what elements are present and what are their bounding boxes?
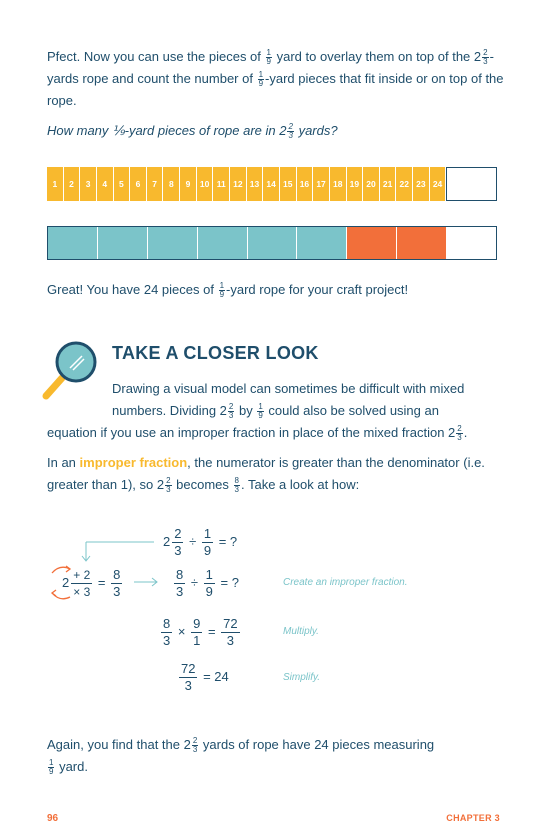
note-multiply: Multiply. (283, 626, 319, 637)
piece-cell: 20 (363, 167, 380, 201)
piece-cell: 8 (163, 167, 180, 201)
piece-cell: 17 (313, 167, 330, 201)
piece-cell: 9 (180, 167, 197, 201)
piece-cell: 4 (97, 167, 114, 201)
piece-cell: 6 (130, 167, 147, 201)
piece-cell-empty (446, 167, 497, 201)
piece-cell: 14 (263, 167, 280, 201)
conversion: 2 $\frac{+ 2}{\times 3}$ = $\frac{8}{3}$ (62, 567, 121, 599)
improper-paragraph: In an improper fraction, the numerator is greater than the denominator (i.e. greater than 1), so 2 $\frac{2}{3}$ becomes $\frac{8}{3}$ . Take a look at how: (47, 455, 485, 495)
page-number: 96 (47, 813, 59, 824)
equation-row-2: $\frac{8}{3}$ ÷ $\frac{1}{9}$ = ? (176, 567, 239, 599)
piece-cell: 21 (380, 167, 397, 201)
arrow-icon (133, 576, 159, 588)
rope-segment (148, 227, 198, 259)
piece-cell: 10 (197, 167, 214, 201)
piece-cell: 11 (213, 167, 230, 201)
piece-cell: 7 (147, 167, 164, 201)
note-improper: Create an improper fraction. (283, 577, 408, 588)
piece-cell: 16 (297, 167, 314, 201)
closer-line-3: equation if you use an improper fraction in place of the mixed fraction 2 $\frac{2}{3}$ . (47, 424, 468, 443)
magnifying-glass-icon (40, 338, 102, 400)
piece-cell: 22 (396, 167, 413, 201)
rope-segment (248, 227, 298, 259)
piece-cell: 18 (330, 167, 347, 201)
result-sentence: Great! You have 24 pieces of $\frac{1}{9}$ -yard rope for your craft project! (47, 281, 409, 300)
piece-cell: 15 (280, 167, 297, 201)
question: How many ⅑-yard pieces of rope are in 2 $\frac{2}{3}$ yards? (47, 122, 338, 141)
equation-row-1: 2 $\frac{2}{3}$ ÷ $\frac{1}{9}$ = ? (163, 526, 238, 558)
piece-cell: 12 (230, 167, 247, 201)
rope-segment (198, 227, 248, 259)
closer-line-1: Drawing a visual model can sometimes be difficult with mixed (112, 381, 465, 396)
ninth-yard-pieces-bar (47, 167, 497, 201)
note-simplify: Simplify. (283, 672, 321, 683)
piece-cell: 5 (114, 167, 131, 201)
rope-segment (98, 227, 148, 259)
rope-segment-fraction (347, 227, 397, 259)
piece-cell: 23 (413, 167, 430, 201)
rope-segment-empty (447, 227, 496, 259)
equation-row-4: $\frac{72}{3}$ = 24 (181, 661, 229, 693)
rope-bar (47, 226, 497, 260)
arrow-icon (76, 538, 156, 568)
piece-cell: 3 (80, 167, 97, 201)
highlight-term: improper fraction (79, 455, 188, 470)
rope-segment (48, 227, 98, 259)
conclusion-paragraph: Again, you find that the 2 $\frac{2}{3}$ yards of rope have 24 pieces measuring $\frac{1}{9}$ yard. (47, 736, 435, 777)
piece-cell: 2 (64, 167, 81, 201)
closer-line-2: numbers. Dividing 2 $\frac{2}{3}$ by $\frac{1}{9}$ could also be solved using an (112, 402, 439, 421)
rope-segment-fraction (397, 227, 447, 259)
piece-cell: 19 (347, 167, 364, 201)
rope-segment (297, 227, 347, 259)
piece-cell: 24 (430, 167, 447, 201)
chapter-label: CHAPTER 3 (446, 813, 500, 823)
section-heading: TAKE A CLOSER LOOK (112, 343, 319, 363)
intro-paragraph: Pfect. Now you can use the pieces of $\frac{1}{9}$ yard to overlay them on top of the 2 $\frac{2}{3}$ -yards rope and count the number of $\frac{1}{9}$ -yard pieces that fit inside or on top of the rope. (47, 48, 504, 108)
piece-cell: 1 (47, 167, 64, 201)
equation-row-3: $\frac{8}{3}$ × $\frac{9}{1}$ = $\frac{72}{3}$ (163, 616, 238, 648)
piece-cell: 13 (247, 167, 264, 201)
